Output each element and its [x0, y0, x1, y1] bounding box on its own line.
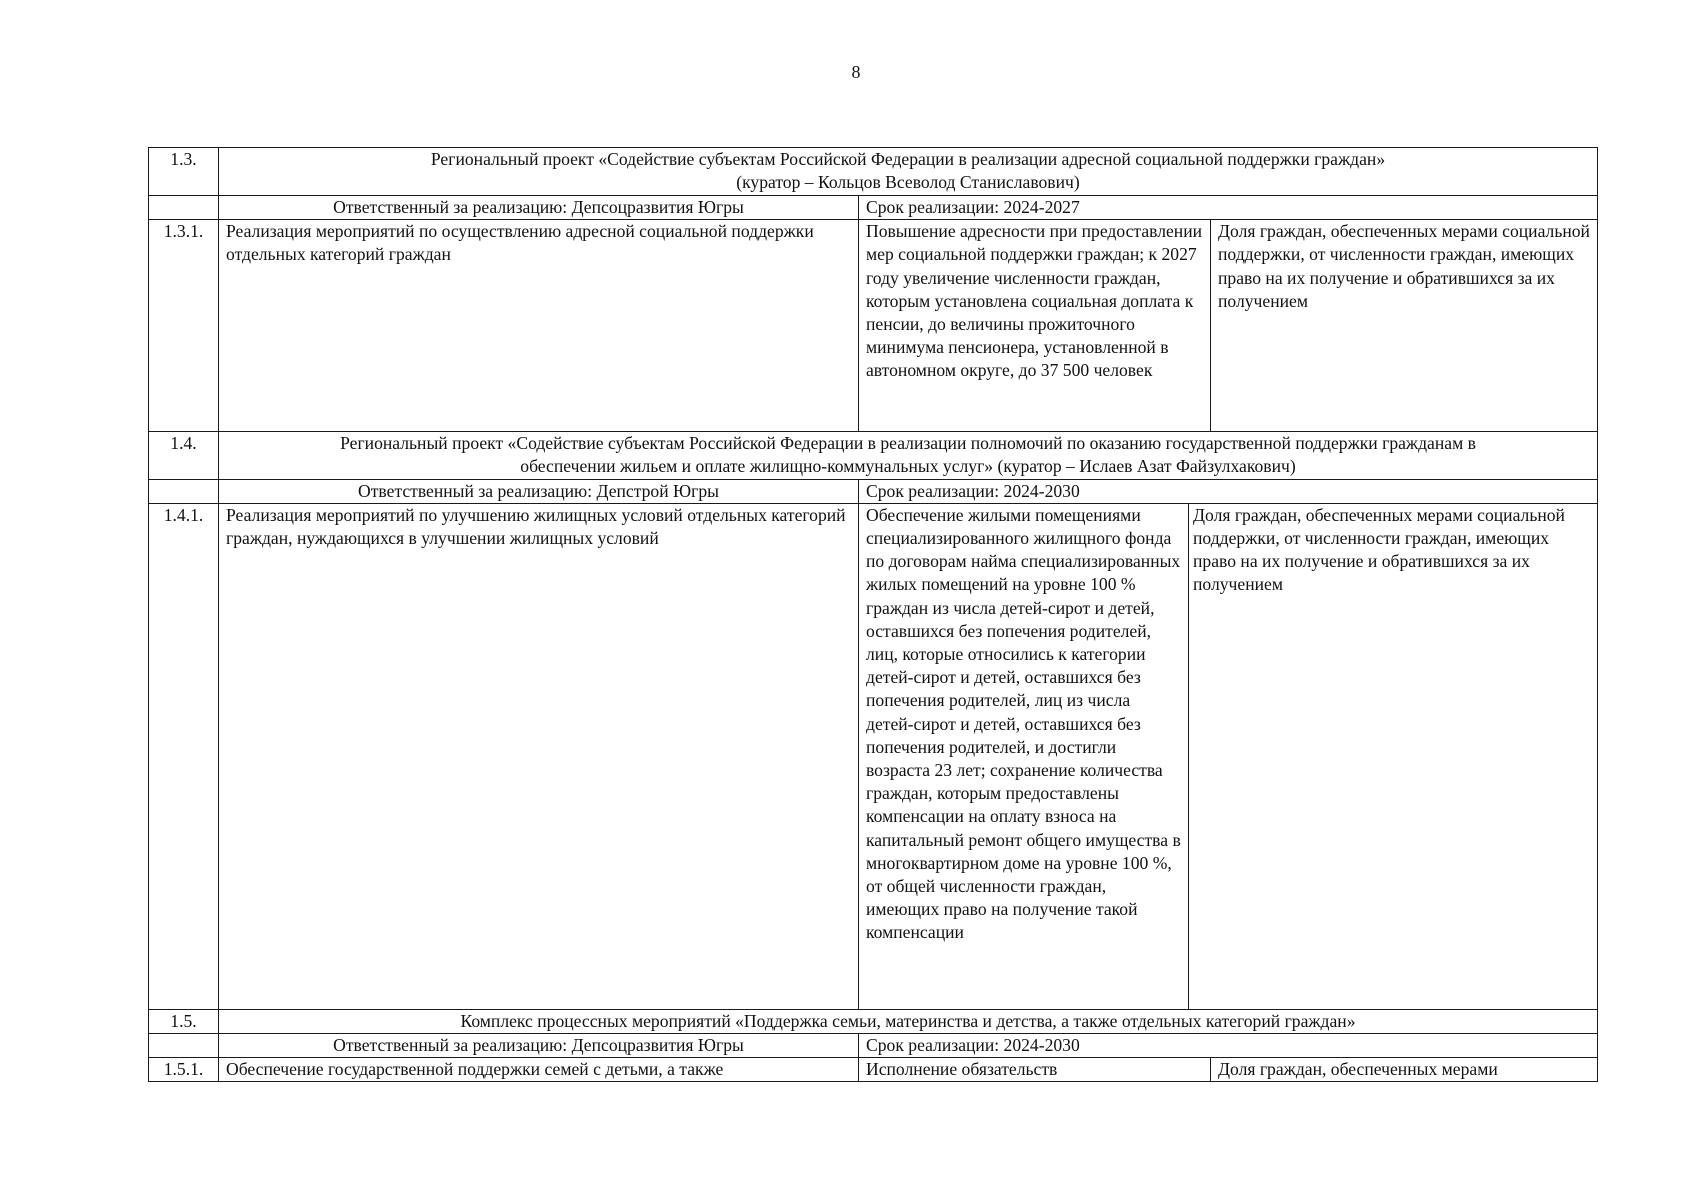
item-row-1-4-1 — [149, 503, 1598, 1009]
item-number: 1.3.1. — [149, 220, 219, 432]
empty-cell — [149, 196, 219, 220]
term-cell: Срок реализации: 2024-2030 — [859, 1034, 1598, 1058]
page-number: 8 — [851, 62, 861, 82]
responsible-cell: Ответственный за реализацию: Депсоцразвития Югры — [219, 196, 859, 220]
item-effect: Обеспечение жилыми помещениями специализированного жилищного фонда по договорам найма специализированных жилых помещений на уровне 100 % граждан из числа детей-сирот и детей, оставшихся без попечения родителей, лиц, которые относились к категории детей-сирот и детей, оставшихся без попечения родителей, лиц из числа детей-сирот и детей, оставшихся без попечения родителей, и достигли возраста 23 лет; сохранение количества граждан, которым предоставлены компенсации на оплату взноса на капитальный ремонт общего имущества в многоквартирном доме на уровне 100 %, от общей численности граждан, имеющих право на получение такой компенсации — [859, 503, 1189, 1009]
term-cell: Срок реализации: 2024-2027 — [859, 196, 1598, 220]
section-title — [219, 148, 1598, 196]
item-indicator: Доля граждан, обеспеченных мерами социальной поддержки, от численности граждан, имеющих право на их получение и обратившихся за их получением — [1189, 503, 1598, 1009]
item-row-1-3-1 — [149, 220, 1598, 432]
item-effect: Исполнение обязательств — [859, 1058, 1211, 1082]
section-row-1-3 — [149, 148, 1598, 196]
item-task: Реализация мероприятий по осуществлению адресной социальной поддержки отдельных категорий граждан — [219, 220, 859, 432]
item-task: Обеспечение государственной поддержки семей с детьми, а также — [219, 1058, 859, 1082]
responsible-row-1-3 — [149, 196, 1598, 220]
term-cell: Срок реализации: 2024-2030 — [859, 479, 1598, 503]
section-row-1-4 — [149, 432, 1598, 479]
responsible-cell: Ответственный за реализацию: Депстрой Югры — [219, 479, 859, 503]
section-title-line: (куратор – Кольцов Всеволод Станиславович) — [736, 172, 1080, 193]
section-number: 1.3. — [149, 148, 219, 196]
section-title — [219, 432, 1598, 479]
section-title-line: Региональный проект «Содействие субъектам Российской Федерации в реализации полномочий по оказанию государственной поддержки гражданам в — [340, 433, 1476, 454]
item-effect: Повышение адресности при предоставлении мер социальной поддержки граждан; к 2027 году увеличение численности граждан, которым установлена социальная доплата к пенсии, до величины прожиточного минимума пенсионера, установленной в автономном округе, до 37 500 человек — [859, 220, 1211, 432]
item-row-1-5-1 — [149, 1058, 1598, 1082]
section-title-line: обеспечении жильем и оплате жилищно-коммунальных услуг» (куратор – Ислаев Азат Файзулхакович) — [520, 456, 1296, 477]
section-row-1-5 — [149, 1009, 1598, 1033]
program-table — [148, 147, 1598, 1082]
item-indicator: Доля граждан, обеспеченных мерами — [1211, 1058, 1598, 1082]
section-number: 1.4. — [149, 432, 219, 479]
empty-cell — [149, 479, 219, 503]
section-title-line: Региональный проект «Содействие субъектам Российской Федерации в реализации адресной социальной поддержки граждан» — [430, 149, 1386, 169]
section-number: 1.5. — [149, 1009, 219, 1033]
item-task: Реализация мероприятий по улучшению жилищных условий отдельных категорий граждан, нуждающихся в улучшении жилищных условий — [219, 503, 859, 1009]
item-number: 1.4.1. — [149, 503, 219, 1009]
item-indicator: Доля граждан, обеспеченных мерами социальной поддержки, от численности граждан, имеющих право на их получение и обратившихся за их получением — [1211, 220, 1598, 432]
empty-cell — [149, 1034, 219, 1058]
item-number: 1.5.1. — [149, 1058, 219, 1082]
responsible-cell: Ответственный за реализацию: Депсоцразвития Югры — [219, 1034, 859, 1058]
section-title: Комплекс процессных мероприятий «Поддержка семьи, материнства и детства, а также отдельных категорий граждан» — [219, 1009, 1598, 1033]
responsible-row-1-4 — [149, 479, 1598, 503]
responsible-row-1-5 — [149, 1034, 1598, 1058]
